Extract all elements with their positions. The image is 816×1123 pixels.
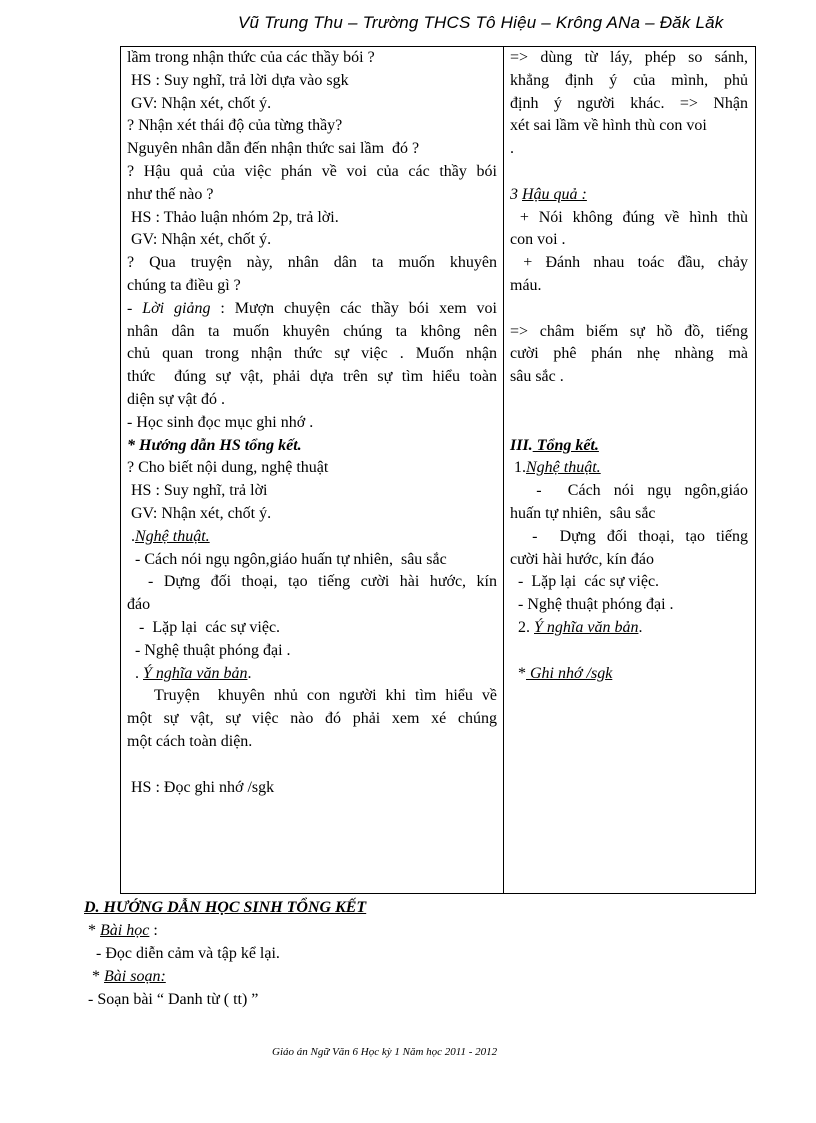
section-line xyxy=(84,919,684,942)
right-line xyxy=(510,457,748,480)
left-line: HS : Suy nghĩ, trả lời xyxy=(127,482,268,500)
left-text: : Mượn chuyện các thầy bói xem voi xyxy=(210,299,498,317)
blank-line xyxy=(510,412,748,435)
left-line: ? Cho biết nội dung, nghệ thuật xyxy=(127,459,329,477)
blank-line xyxy=(510,161,748,184)
bai-soan-label: Bài soạn: xyxy=(104,968,166,985)
blank-line xyxy=(127,754,497,777)
left-line: - Học sinh đọc mục ghi nhớ . xyxy=(127,413,314,431)
y-nghia-label: Ý nghĩa văn bản xyxy=(143,664,248,682)
left-line: GV: Nhận xét, chốt ý. xyxy=(127,231,272,249)
right-line: - Dựng đối thoại, tạo tiếng xyxy=(510,527,749,545)
left-line: Nguyên nhân dẫn đến nhận thức sai lầm đó ? xyxy=(127,140,420,158)
left-line: một cách toàn diện. xyxy=(127,732,253,750)
right-line: + Nói không đúng về hình thù xyxy=(510,208,749,226)
section-d-title: D. HƯỚNG DẪN HỌC SINH TỔNG KẾT xyxy=(84,899,367,916)
page-header: Vũ Trung Thu – Trường THCS Tô Hiệu – Krông ANa – Đăk Lăk xyxy=(238,13,724,32)
section-line: - Soạn bài “ Danh từ ( tt) ” xyxy=(84,991,259,1008)
hau-qua-label: Hậu quả : xyxy=(522,185,587,203)
right-number: 1. xyxy=(510,459,526,477)
blank-line xyxy=(510,640,748,663)
section-d xyxy=(84,896,684,1011)
right-bullet: * xyxy=(510,664,526,682)
section-line xyxy=(84,965,684,988)
left-line xyxy=(127,663,497,686)
left-line: - Nghệ thuật phóng đại . xyxy=(127,641,291,659)
ghi-nho-label: Ghi nhớ /sgk xyxy=(526,664,613,682)
bullet: * xyxy=(84,968,104,985)
tong-ket-label: Tổng kết. xyxy=(532,436,599,454)
right-line: máu. xyxy=(510,276,542,294)
right-number: 3 xyxy=(510,185,522,203)
loi-giang-label: Lời giảng xyxy=(142,299,211,317)
right-column xyxy=(510,47,748,685)
nghe-thuat-label: Nghệ thuật. xyxy=(135,527,210,545)
right-period: . xyxy=(638,618,643,636)
column-divider xyxy=(503,46,504,894)
right-number: 2. xyxy=(510,618,534,636)
right-line: . xyxy=(510,140,514,158)
right-line: + Đánh nhau toác đầu, chảy xyxy=(510,254,749,272)
y-nghia-label: Ý nghĩa văn bản xyxy=(534,618,639,636)
right-line: - Cách nói ngụ ngôn,giáo xyxy=(510,482,748,500)
left-column xyxy=(127,47,497,799)
left-line: đáo xyxy=(127,596,151,614)
left-dot: . xyxy=(127,664,143,682)
left-line: diện sự vật đó . xyxy=(127,390,225,408)
left-line: chúng ta điều gì ? xyxy=(127,276,241,294)
right-line: cười hài hước, kín đáo xyxy=(510,550,655,568)
left-line: thức đúng sự vật, phải dựa trên sự tìm hiểu toàn xyxy=(127,368,497,386)
left-line: GV: Nhận xét, chốt ý. xyxy=(127,94,272,112)
right-line: => dùng từ láy, phép so sánh, xyxy=(510,49,748,66)
bai-hoc-label: Bài học xyxy=(100,922,150,939)
summary-guide-heading: * Hướng dẫn HS tổng kết. xyxy=(127,436,302,454)
page-footer: Giáo án Ngữ Văn 6 Học kỳ 1 Năm học 2011 - 2012 xyxy=(272,1046,498,1058)
right-line xyxy=(510,663,748,686)
left-line: Truyện khuyên nhủ con người khi tìm hiểu về xyxy=(127,687,498,705)
blank-line xyxy=(510,389,748,412)
left-dash: - xyxy=(127,299,143,317)
left-line: chủ quan trong nhận thức sự việc . Muốn nhận xyxy=(127,345,497,363)
left-line: HS : Thảo luận nhóm 2p, trả lời. xyxy=(127,208,339,226)
left-line xyxy=(127,526,497,549)
left-dot: . xyxy=(127,527,135,545)
roman-numeral: III. xyxy=(510,436,533,454)
left-line xyxy=(127,298,497,321)
tong-ket-heading xyxy=(510,435,748,458)
right-line xyxy=(510,184,748,207)
left-line: một sự vật, sự việc nào đó phải xem xé chúng xyxy=(127,710,497,728)
left-line: HS : Suy nghĩ, trả lời dựa vào sgk xyxy=(127,71,349,89)
colon: : xyxy=(149,922,158,939)
left-line: nhân dân ta muốn khuyên chúng ta không nên xyxy=(127,322,497,340)
left-line: ? Hậu quả của việc phán về voi của các thầy bói xyxy=(127,162,497,180)
left-line: - Dựng đối thoại, tạo tiếng cười hài hước, kín xyxy=(127,573,498,591)
right-line: con voi . xyxy=(510,231,566,249)
right-line: cười phê phán nhẹ nhàng mà xyxy=(510,345,748,363)
right-line: sâu sắc . xyxy=(510,368,564,386)
left-line: GV: Nhận xét, chốt ý. xyxy=(127,504,272,522)
left-line: - Lặp lại các sự việc. xyxy=(127,618,281,636)
right-line: - Nghệ thuật phóng đại . xyxy=(510,596,674,614)
right-line: => châm biếm sự hồ đồ, tiếng xyxy=(510,322,748,340)
left-line: lầm trong nhận thức của các thầy bói ? xyxy=(127,49,375,66)
right-line: khẳng định ý của mình, phủ xyxy=(510,71,748,89)
left-period: . xyxy=(247,664,252,682)
left-line: - Cách nói ngụ ngôn,giáo huấn tự nhiên, sâu sắc xyxy=(127,550,447,568)
right-line: - Lặp lại các sự việc. xyxy=(510,573,660,591)
left-line: HS : Đọc ghi nhớ /sgk xyxy=(127,778,275,796)
right-line: định ý người khác. => Nhận xyxy=(510,94,748,112)
blank-line xyxy=(510,298,748,321)
left-line: như thế nào ? xyxy=(127,185,214,203)
nghe-thuat-label: Nghệ thuật. xyxy=(526,459,601,477)
bullet: * xyxy=(84,922,100,939)
right-line xyxy=(510,617,748,640)
left-line: ? Qua truyện này, nhân dân ta muốn khuyên xyxy=(127,254,497,272)
right-line: xét sai lầm về hình thù con voi xyxy=(510,117,707,135)
section-line: - Đọc diễn cảm và tập kể lại. xyxy=(84,945,280,962)
left-line: ? Nhận xét thái độ của từng thầy? xyxy=(127,117,343,135)
right-line: huấn tự nhiên, sâu sắc xyxy=(510,504,656,522)
